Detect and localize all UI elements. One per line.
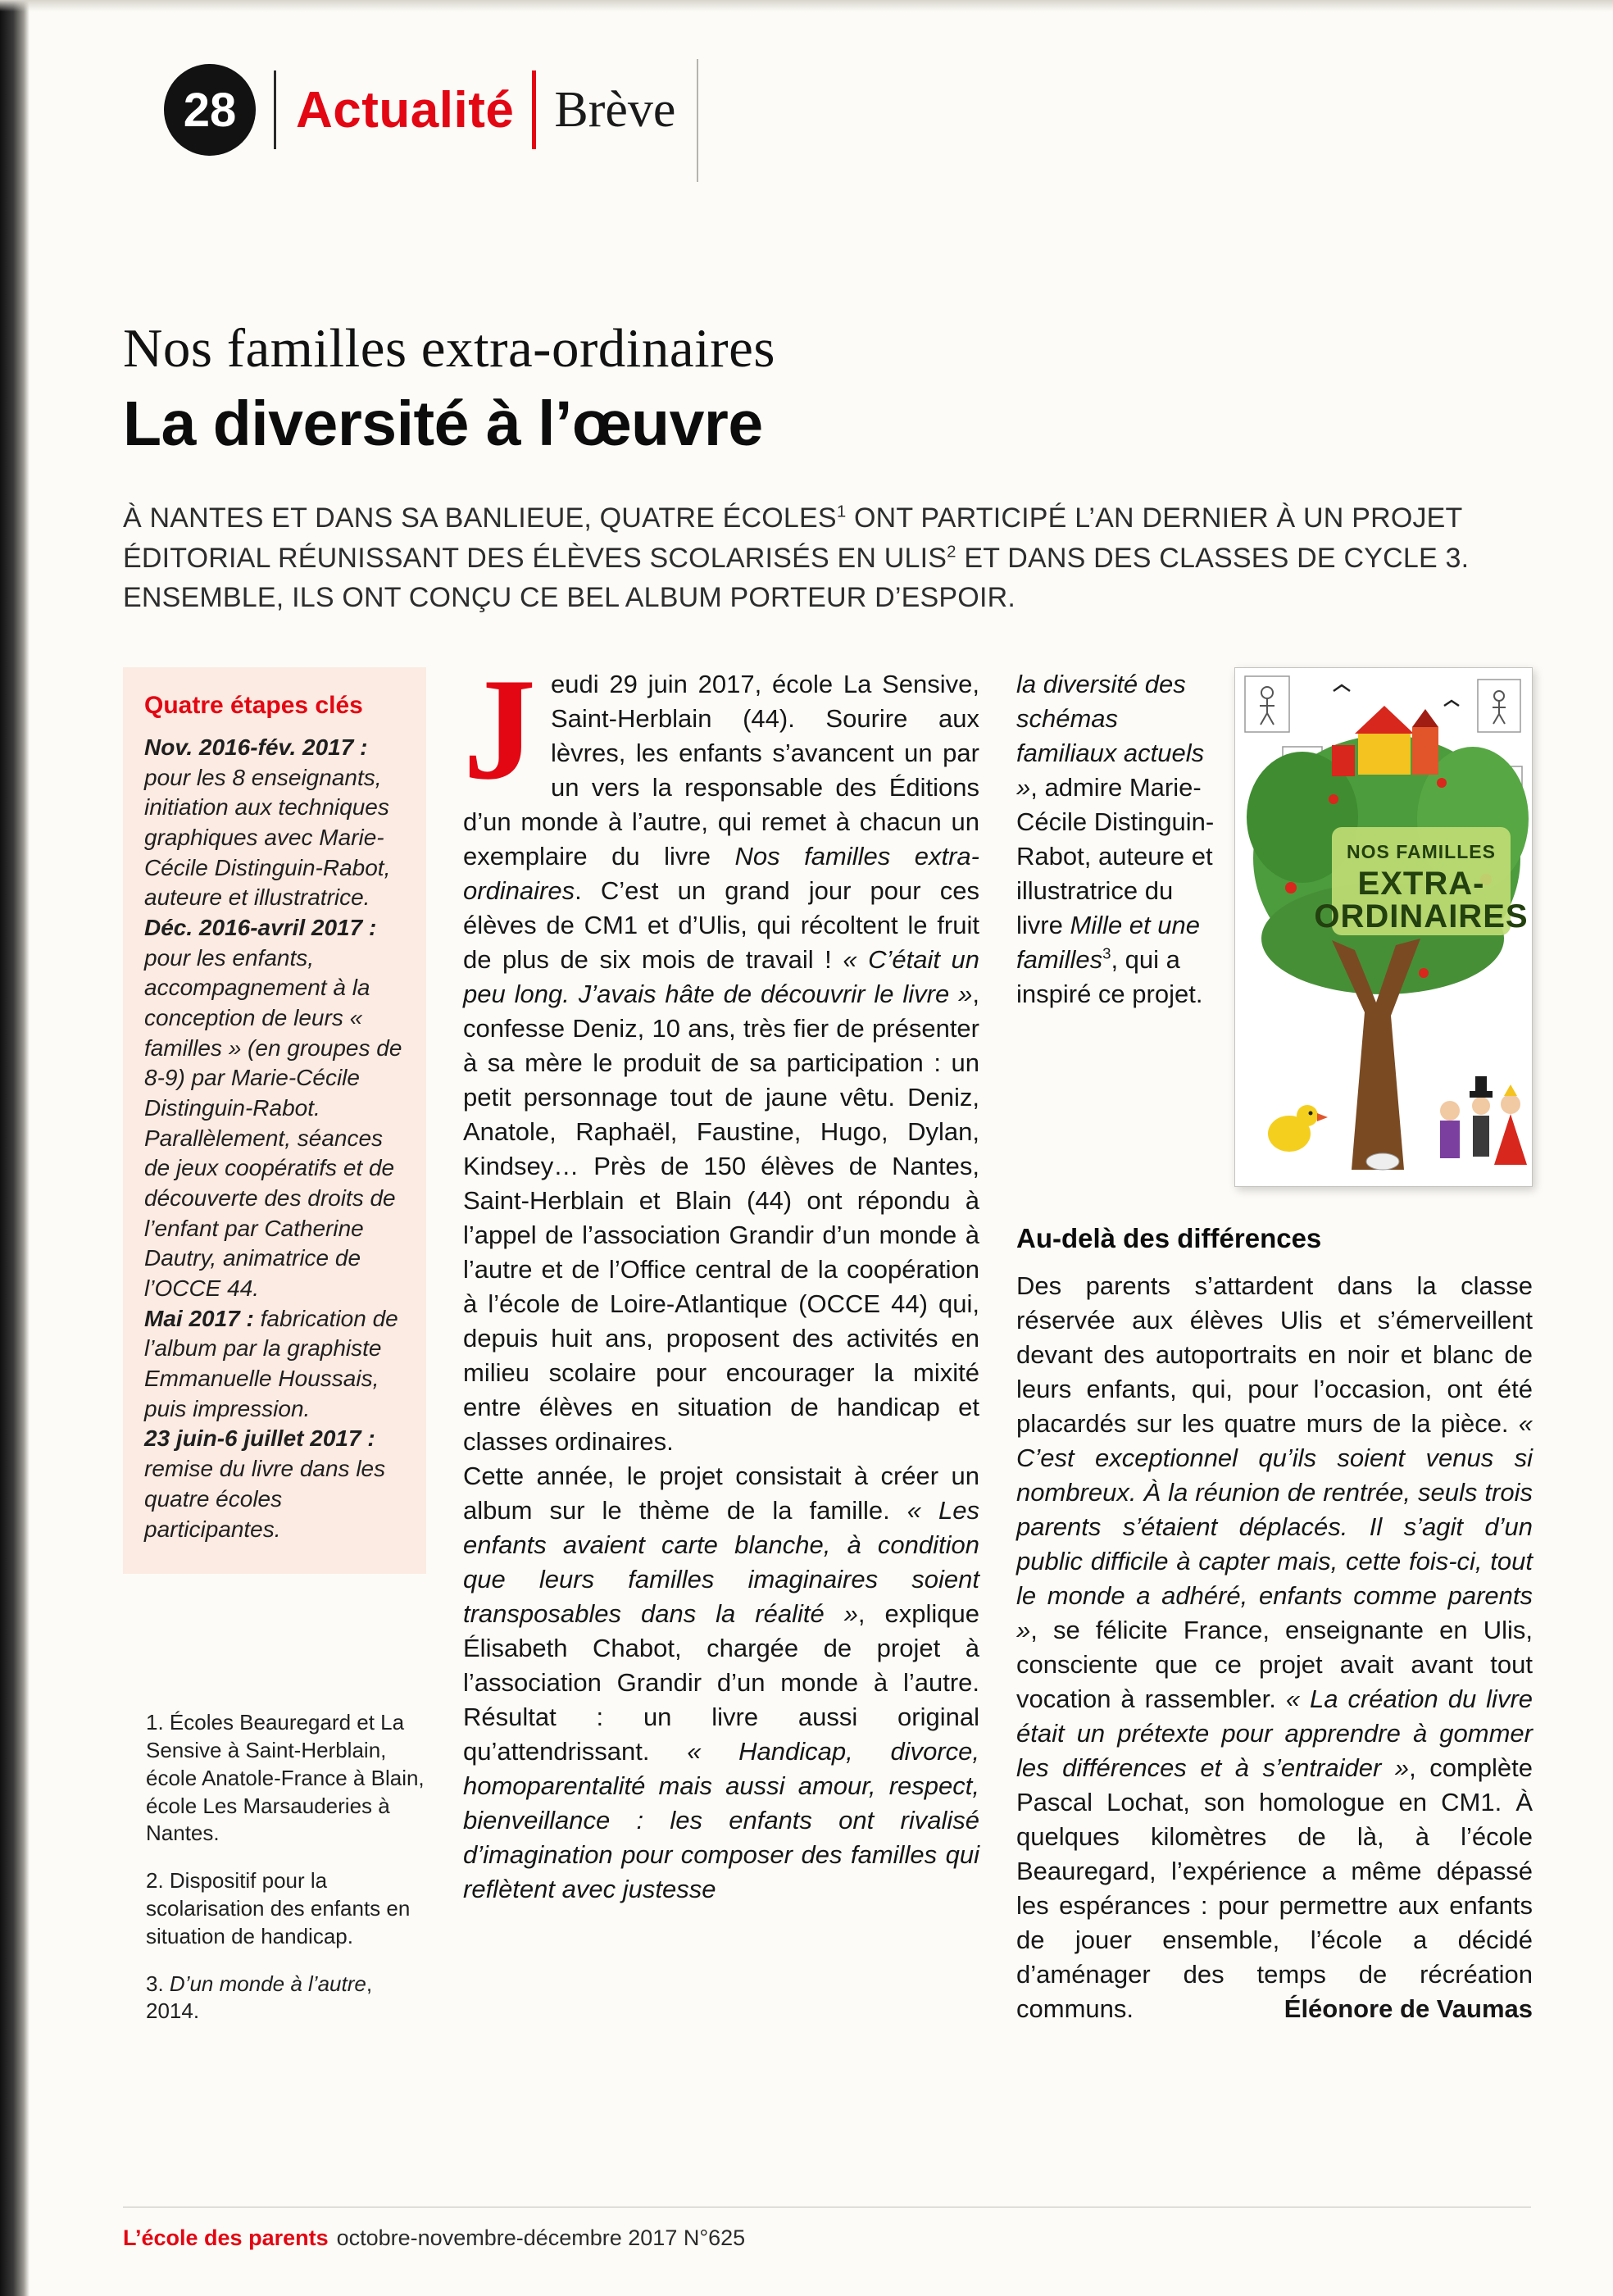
page-content xyxy=(123,0,1531,2045)
page-footer xyxy=(123,2207,1531,2251)
column-2-top xyxy=(1016,667,1533,1187)
key-steps-box xyxy=(123,667,426,1574)
book-cover-illustration xyxy=(1235,668,1532,1186)
key-step-entry: Nov. 2016-fév. 2017 : pour les 8 enseignants, initiation aux techniques graphiques avec Marie-Cécile Distinguin-Rabot, auteure et illustratrice. xyxy=(144,734,391,911)
key-steps-title: Quatre étapes clés xyxy=(144,692,363,720)
scan-edge xyxy=(0,0,30,2296)
masthead-divider-red xyxy=(532,70,536,149)
article-continuation: la diversité des schémas familiaux actuels », admire Marie-Cécile Distinguin-Rabot, auteure et illustratrice du livre Mille et une familles$^3$, qui a inspiré ce projet. xyxy=(1016,670,1215,1009)
cover-title-line-2: EXTRA- xyxy=(1357,866,1485,902)
article-standfirst: À NANTES ET DANS SA BANLIEUE, QUATRE ÉCOLES$^1$ ONT PARTICIPÉ L’AN DERNIER À UN PROJET ÉDITORIAL RÉUNISSANT DES ÉLÈVES SCOLARISÉS EN ULIS$^2$ ET DANS DES CLASSES DE CYCLE 3. ENSEMBLE, ILS ONT CONÇU CE BEL ALBUM PORTEUR D’ESPOIR. xyxy=(123,502,1470,614)
article-paragraph-2: Cette année, le projet consistait à créer un album sur le thème de la famille. « Les enfants avaient carte blanche, à condition que leurs familles imaginaires soient transposables dans la réalité », explique Élisabeth Chabot, chargée de projet à l’association Grandir d’un monde à l’autre. Résultat : un livre aussi original qu’attendrissant. « Handicap, divorce, homoparentalité mais aussi amour, respect, bienveillance : les enfants ont rivalisé d’imagination pour composer des familles qui reflètent avec justesse xyxy=(463,1462,979,1904)
issue-info: octobre-novembre-décembre 2017 N°625 xyxy=(336,2226,746,2250)
key-step-entry: Déc. 2016-avril 2017 : pour les enfants, accompagnement à la conception de leurs « familles » (en groupes de 8-9) par Marie-Cécile Distinguin-Rabot. Parallèlement, séances de jeux coopératifs et de découverte des droits de l’enfant par Catherine Dautry, animatrice de l’OCCE 44. xyxy=(144,915,402,1302)
key-step-entry: Mai 2017 : fabrication de l’album par la graphiste Emmanuelle Houssais, puis impression. xyxy=(144,1305,398,1421)
article-title: La diversité à l’œuvre xyxy=(123,389,763,460)
magazine-name: L’école des parents xyxy=(123,2226,329,2250)
masthead-divider-dark xyxy=(274,70,276,149)
masthead-divider-gray xyxy=(697,59,698,182)
key-step-entry: 23 juin-6 juillet 2017 : remise du livre dans les quatre écoles participantes. xyxy=(144,1425,386,1542)
article-paragraph-1 xyxy=(463,648,979,1459)
paragraph-1-text: eudi 29 juin 2017, école La Sensive, Saint-Herblain (44). Sourire aux lèvres, les enfants s’avancent un par un vers la responsable des Éditions d’un monde à l’autre, qui remet à chacun un exemplaire du livre Nos familles extra-ordinaires. C’est un grand jour pour ces élèves de CM1 et d’Ulis, qui récoltent le fruit de plus de six mois de travail ! « C’était un peu long. J’avais hâte de découvrir le livre », confesse Deniz, 10 ans, très fier de présenter à sa mère le produit de sa participation : un petit personnage tout de jaune vêtu. Deniz, Anatole, Raphaël, Faustine, Hugo, Dylan, Kindsey… Près de 150 élèves de Nantes, Saint-Herblain et Blain (44) ont répondu à l’appel de l’association Grandir d’un monde à l’autre et de l’Office central de la coopération à l’école de Loire-Atlantique (OCCE 44) qui, depuis huit ans, proposent des activités en milieu scolaire pour encourager la mixité entre élèves en situation de handicap et classes ordinaires. xyxy=(463,670,979,1457)
article-columns xyxy=(123,648,1533,2045)
article-paragraph-3: Des parents s’attardent dans la classe réservée aux élèves Ulis et s’émerveillent devant des autoportraits en noir et blanc de leurs enfants, qui, pour l’occasion, ont été placardés sur les quatre murs de la pièce. « C’est exceptionnel qu’ils soient venus si nombreux. À la réunion de rentrée, seuls trois parents s’étaient déplacés. Il s’agit d’un public difficile à capter mais, cette fois-ci, tout le monde a adhéré, enfants comme parents », se félicite France, enseignante en Ulis, consciente que ce projet avait avant tout vocation à rassembler. « La création du livre était un prétexte pour apprendre à gommer les différences et à s’entraider », complète Pascal Lochat, son homologue en CM1. À quelques kilomètres de là, à l’école Beauregard, l’expérience a même dépassé les espérances : pour permettre aux enfants de jouer ensemble, l’école a décidé d’aménager des temps de récréation communs. Éléonore de Vaumas xyxy=(1016,1271,1533,2024)
drop-cap: J xyxy=(463,648,536,811)
page-number-badge: 28 xyxy=(164,64,256,156)
footnote-3: 3. D’un monde à l’autre, 2014. xyxy=(146,1971,373,2024)
book-cover-image xyxy=(1234,667,1533,1187)
article-column-1 xyxy=(463,648,979,2045)
footnote-1: 1. Écoles Beauregard et La Sensive à Saint-Herblain, école Anatole-France à Blain, école Les Marsauderies à Nantes. xyxy=(146,1710,425,1846)
rubric-label: Brève xyxy=(554,81,676,138)
article-column-2 xyxy=(1016,667,1533,2045)
footnotes xyxy=(123,1709,426,2025)
article-kicker: Nos familles extra-ordinaires xyxy=(123,318,775,379)
section-label: Actualité xyxy=(296,81,515,139)
footnote-2: 2. Dispositif pour la scolarisation des enfants en situation de handicap. xyxy=(146,1868,411,1948)
masthead xyxy=(164,61,1531,158)
cover-title-line-1: NOS FAMILLES xyxy=(1347,841,1496,863)
cover-title-line-3: ORDINAIRES xyxy=(1314,898,1529,935)
left-sidebar xyxy=(123,667,426,2045)
article-subhead: Au-delà des différences xyxy=(1016,1223,1322,1254)
